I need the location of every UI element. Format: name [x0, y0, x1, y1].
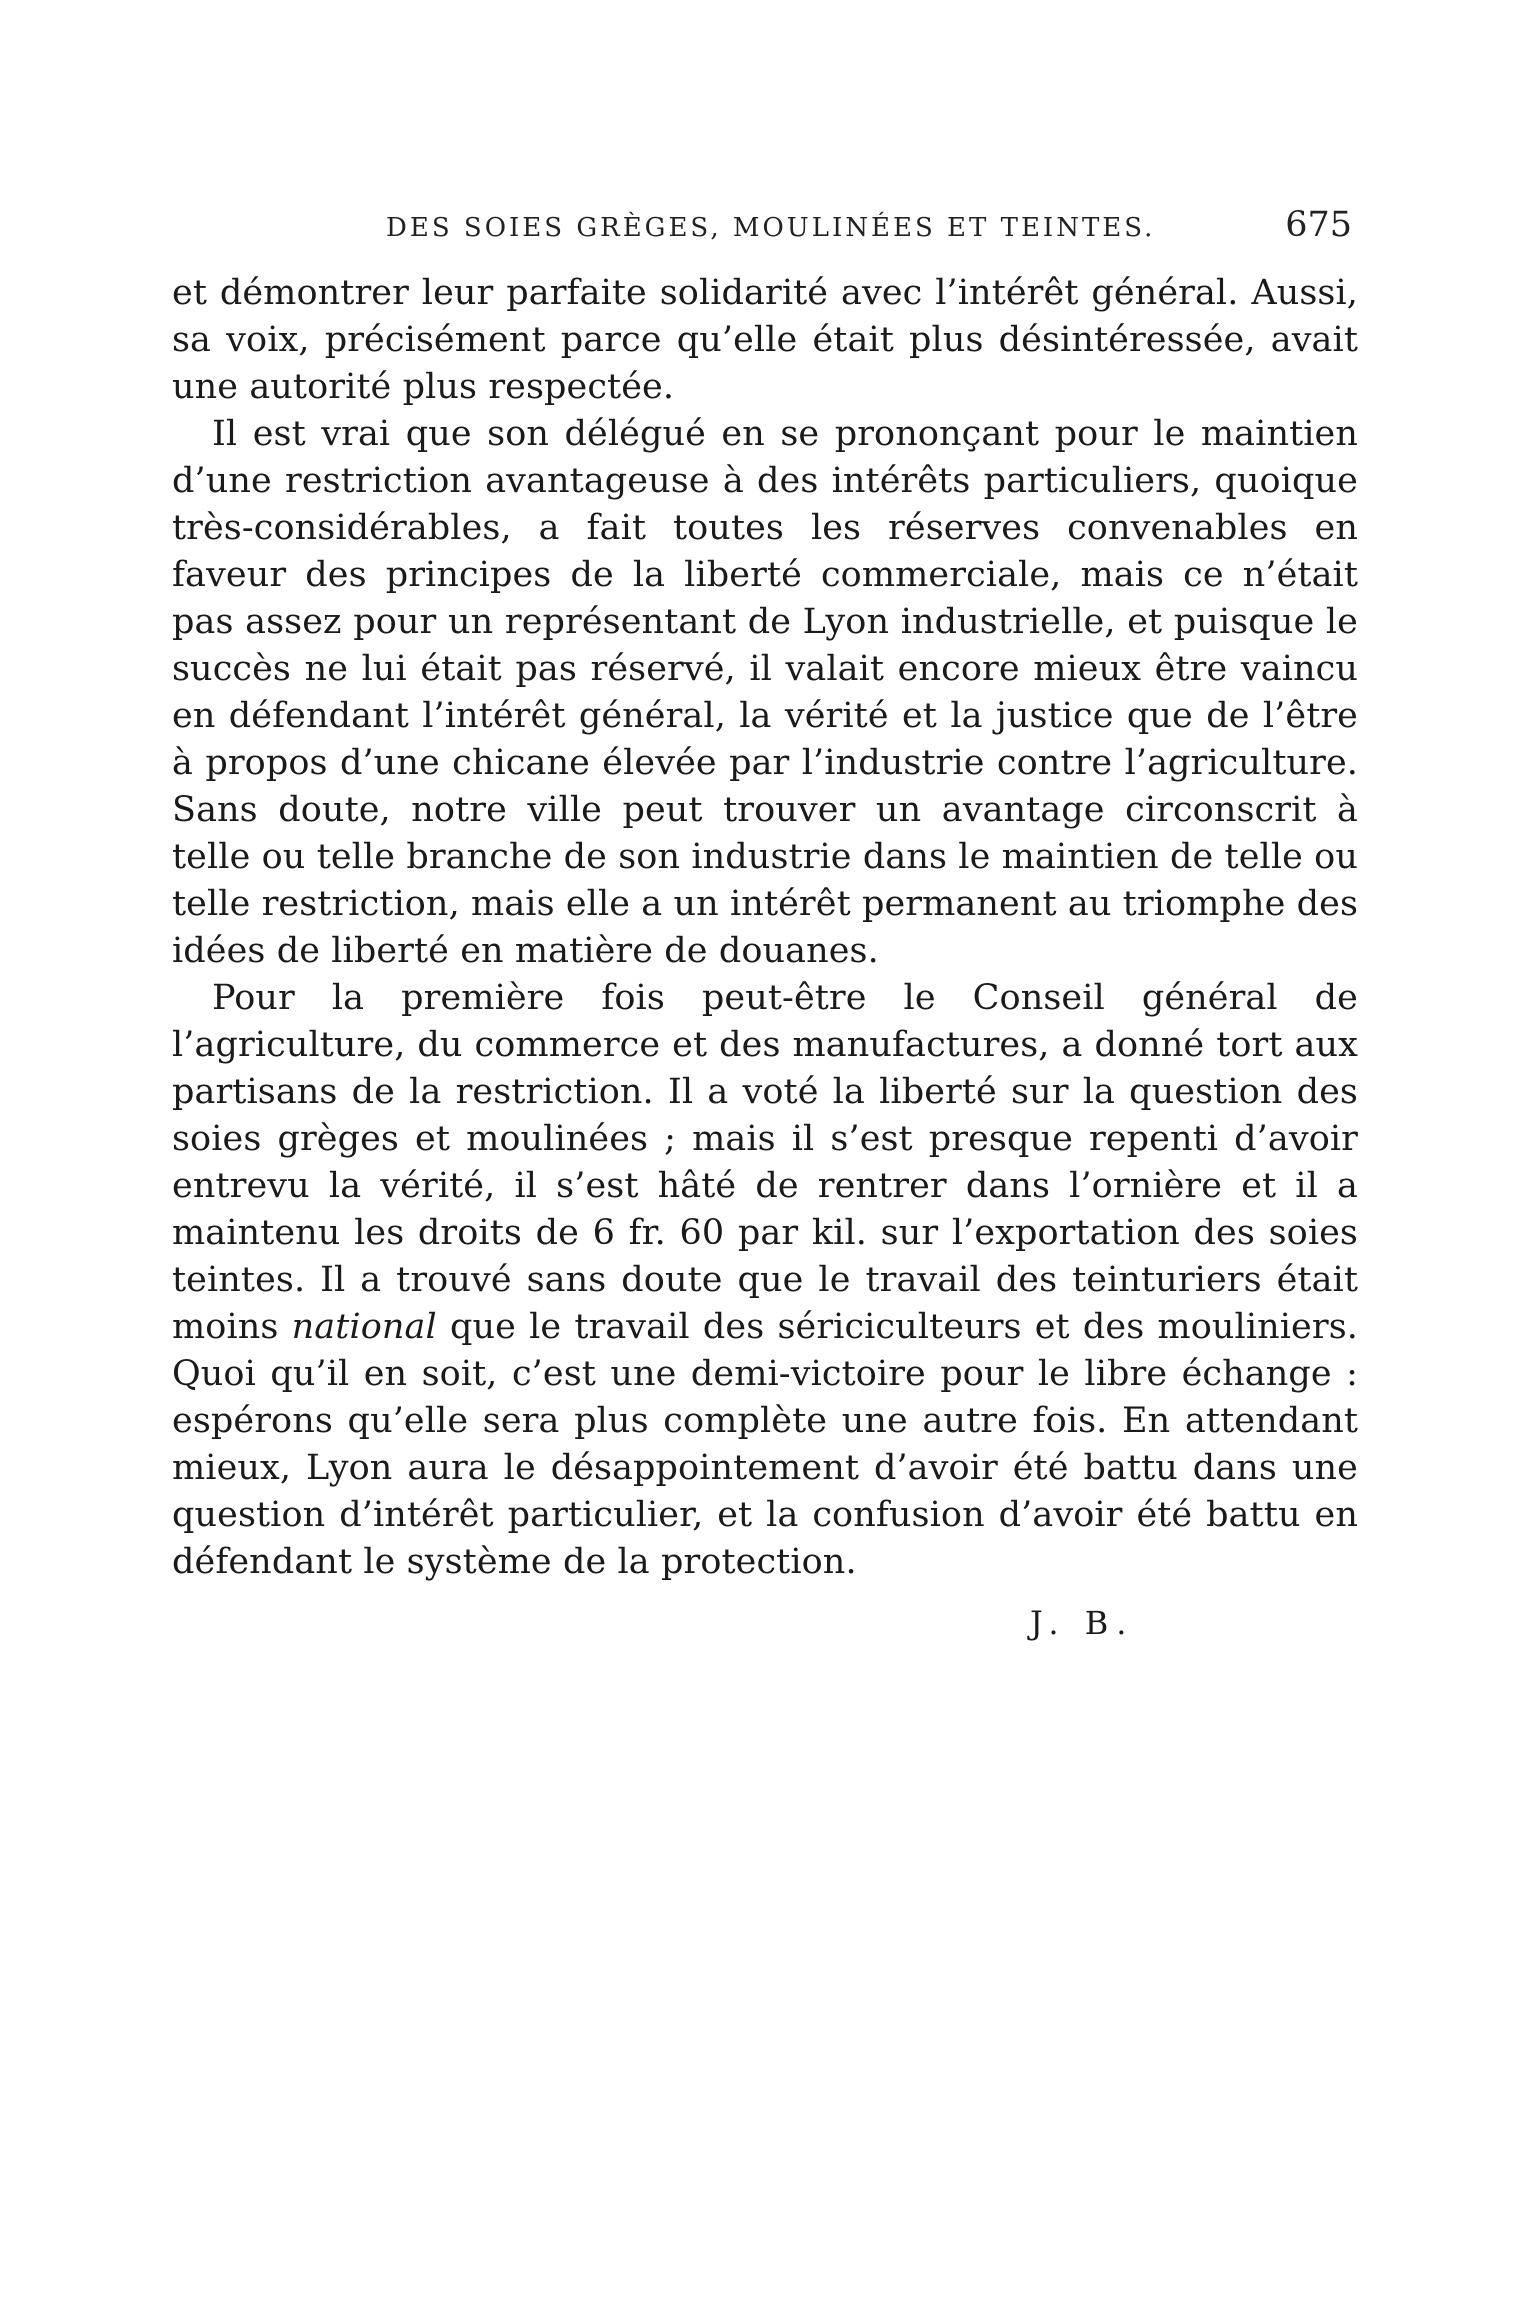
author-signature: J. B.	[1030, 1604, 1135, 1642]
running-title: DES SOIES GRÈGES, MOULINÉES ET TEINTES.	[386, 213, 1156, 243]
paragraph-3-part-1: Pour la première fois peut-être le Conseil général de l’agriculture, du commerce et des manufactures, a donné tort aux partisans de la restriction. Il a voté la liberté sur la question des soies grèges et moulinées ; mais il s’est presque repenti d’avoir entrevu la vérité, il s’est hâté de rentrer dans l’ornière et il a maintenu les droits de 6 fr. 60 par kil. sur l’exportation des soies teintes. Il a trouvé sans doute que le travail des teinturiers était moins	[172, 978, 1358, 1347]
italic-word-national: national	[291, 1307, 437, 1347]
paragraph-3-part-2: que le travail des sériciculteurs et des mouliniers. Quoi qu’il en soit, c’est une demi-victoire pour le libre échange : espérons qu’elle sera plus complète une autre fois. En attendant mieux, Lyon aura le désappointement d’avoir été battu dans une question d’intérêt particulier, et la confusion d’avoir été battu en défendant le système de la protection.	[172, 1307, 1358, 1582]
body-text	[172, 270, 1358, 1586]
page-number: 675	[1285, 205, 1352, 245]
paragraph-3	[172, 975, 1358, 1586]
paragraph-2: Il est vrai que son délégué en se prononçant pour le maintien d’une restriction avantageuse à des intérêts particuliers, quoique très-considérables, a fait toutes les réserves convenables en faveur des principes de la liberté commerciale, mais ce n’était pas assez pour un représentant de Lyon industrielle, et puisque le succès ne lui était pas réservé, il valait encore mieux être vaincu en défendant l’intérêt général, la vérité et la justice que de l’être à propos d’une chicane élevée par l’industrie contre l’agriculture. Sans doute, notre ville peut trouver un avantage circonscrit à telle ou telle branche de son industrie dans le maintien de telle ou telle restriction, mais elle a un intérêt permanent au triomphe des idées de liberté en matière de douanes.	[172, 414, 1358, 971]
paragraph-1: et démontrer leur parfaite solidarité avec l’intérêt général. Aussi, sa voix, précisément parce qu’elle était plus désintéressée, avait une autorité plus respectée.	[172, 273, 1358, 407]
running-head	[172, 205, 1358, 255]
